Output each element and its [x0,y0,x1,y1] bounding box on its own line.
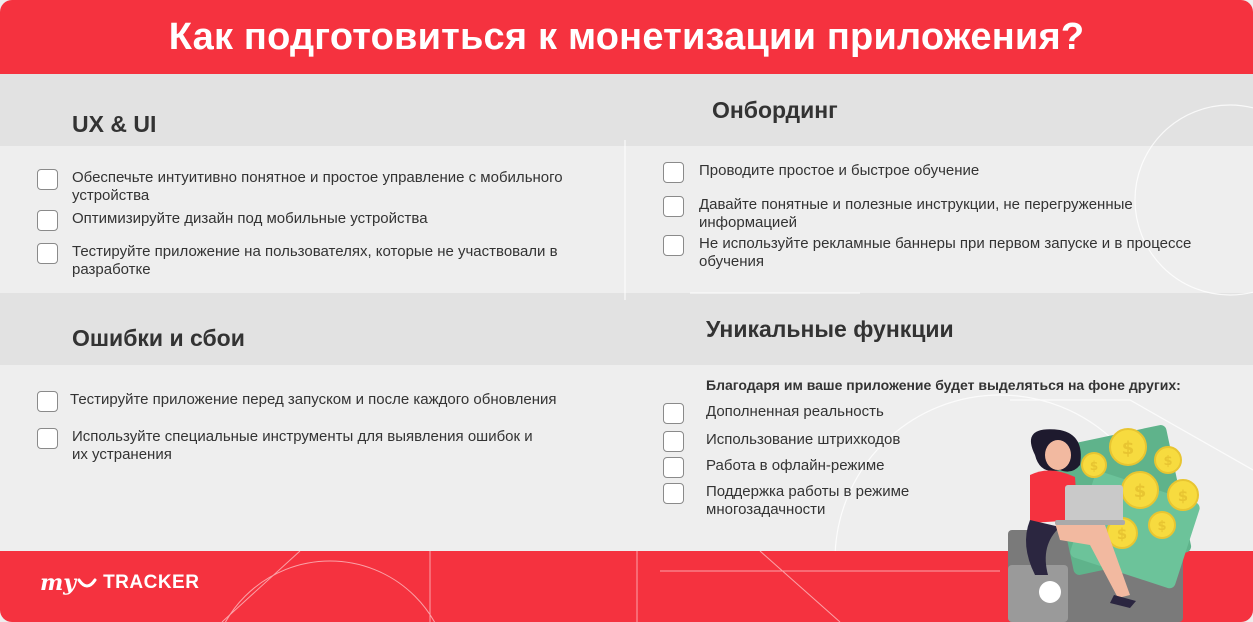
checklist-item-label: Не используйте рекламные баннеры при первом запуске и в процессе обучения [699,235,1192,270]
section-title-ux: UX & UI [72,111,157,137]
checkbox[interactable] [37,428,58,449]
svg-text:$: $ [1089,459,1099,473]
mytracker-logo [40,570,199,596]
checklist-item-label: Тестируйте приложение перед запуском и после каждого обновления [70,391,557,408]
checkbox[interactable] [37,210,58,231]
section-title-errors: Ошибки и сбои [72,325,245,351]
checklist-item[interactable] [37,210,597,231]
checklist-item[interactable] [663,431,993,452]
svg-text:$: $ [1116,525,1128,543]
woman-with-laptop-illustration [990,415,1220,622]
checkbox[interactable] [37,243,58,264]
section-subtitle-unique: Благодаря им ваше приложение будет выделяться на фоне других: [706,377,1181,393]
svg-text:$: $ [1177,487,1189,505]
checkbox[interactable] [663,162,684,183]
checkbox[interactable] [663,457,684,478]
checkbox[interactable] [37,169,58,190]
title-band-top [0,74,1253,146]
logo-tracker-text: TRACKER [103,572,200,593]
page-title: Как подготовиться к монетизации приложения? [168,15,1085,58]
svg-text:$: $ [1157,519,1167,534]
svg-text:$: $ [1133,481,1147,502]
svg-text:$: $ [1163,454,1173,469]
checklist-item-label: Давайте понятные и полезные инструкции, не перегруженные информацией [699,196,1133,231]
checklist-item-label: Проводите простое и быстрое обучение [699,162,980,179]
checkbox[interactable] [663,403,684,424]
smile-icon [77,574,97,592]
checklist-item[interactable] [663,235,1223,271]
checkbox[interactable] [663,431,684,452]
checklist-item-label: Оптимизируйте дизайн под мобильные устройства [72,210,428,227]
checklist-item[interactable] [663,457,993,478]
checklist-item-label: Дополненная реальность [706,403,884,420]
checklist-item[interactable] [663,483,993,519]
checkbox[interactable] [663,483,684,504]
checklist-item[interactable] [663,196,1223,232]
checkbox[interactable] [37,391,58,412]
checklist-item-label: Тестируйте приложение на пользователях, которые не участвовали в разработке [72,243,558,278]
checklist-item[interactable] [37,243,597,279]
section-title-unique: Уникальные функции [706,316,954,342]
checklist-item[interactable] [37,428,597,464]
checklist-item-label: Поддержка работы в режиме многозадачности [706,483,910,518]
checklist-item[interactable] [37,169,597,205]
checklist-item[interactable] [663,162,1223,183]
checkbox[interactable] [663,235,684,256]
checklist-item[interactable] [663,403,993,424]
checklist-item-label: Используйте специальные инструменты для выявления ошибок и их устранения [72,428,533,463]
checklist-item-label: Использование штрихкодов [706,431,901,448]
checklist-item-label: Обеспечьте интуитивно понятное и простое управление с мобильного устройства [72,169,563,204]
checkbox[interactable] [663,196,684,217]
section-title-onboarding: Онбординг [712,97,838,123]
checklist-item-label: Работа в офлайн-режиме [706,457,885,474]
header-bar [0,0,1253,74]
checklist-item[interactable] [37,391,597,412]
logo-my-text: my [40,570,77,596]
svg-text:$: $ [1121,438,1135,459]
